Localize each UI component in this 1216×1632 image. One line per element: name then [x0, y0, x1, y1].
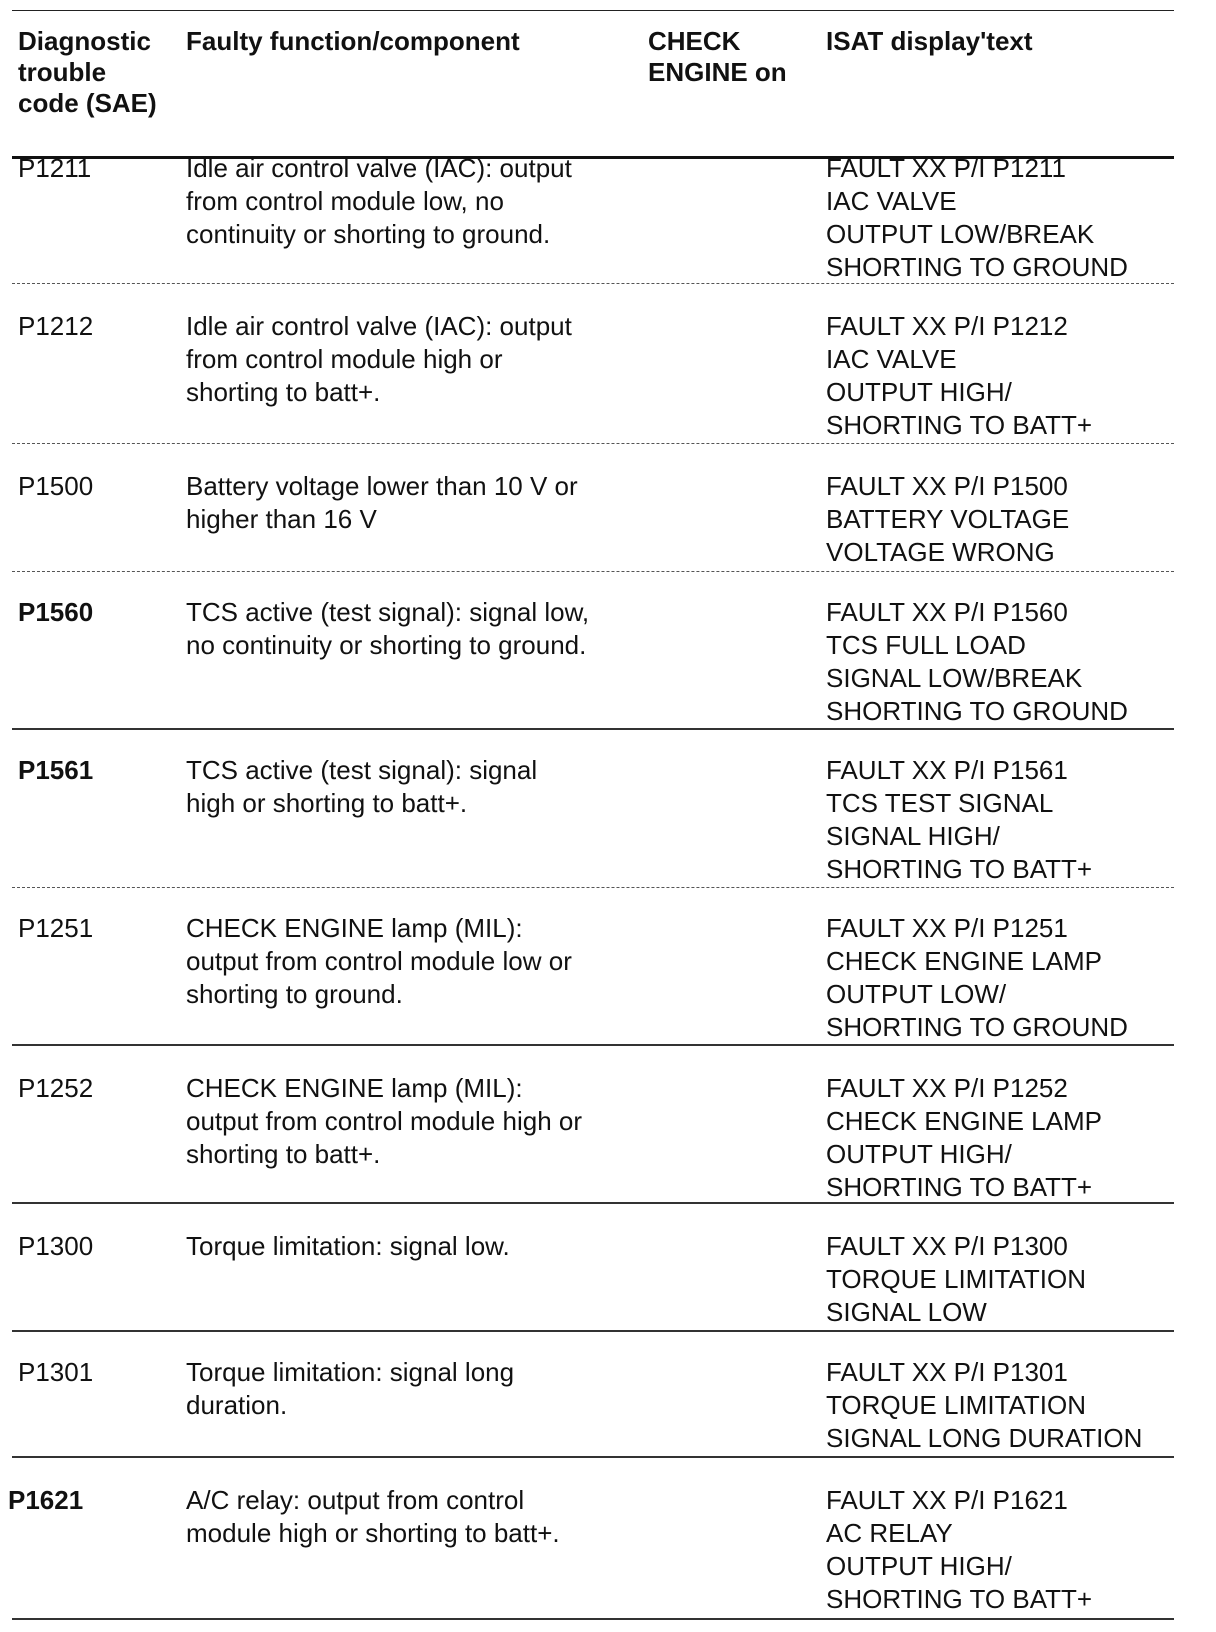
row-divider: [12, 1330, 1174, 1332]
fault-description: Idle air control valve (IAC): output from control module low, no continuity or shorting to ground.: [186, 153, 572, 249]
fault-description: Battery voltage lower than 10 V or higher than 16 V: [186, 471, 578, 534]
table-row: [0, 470, 1216, 572]
fault-description: CHECK ENGINE lamp (MIL): output from control module low or shorting to ground.: [186, 913, 572, 1009]
row-divider: [12, 887, 1174, 888]
isat-display-text: FAULT XX P/I P1251 CHECK ENGINE LAMP OUTPUT LOW/ SHORTING TO GROUND: [826, 913, 1128, 1042]
header-code: Diagnostic trouble code (SAE): [18, 26, 157, 118]
isat-display-text: FAULT XX P/I P1300 TORQUE LIMITATION SIGNAL LOW: [826, 1231, 1087, 1327]
isat-display-text: FAULT XX P/I P1621 AC RELAY OUTPUT HIGH/ SHORTING TO BATT+: [826, 1485, 1093, 1614]
fault-description: CHECK ENGINE lamp (MIL): output from control module high or shorting to batt+.: [186, 1073, 582, 1169]
row-divider: [12, 571, 1174, 572]
row-divider: [12, 1202, 1174, 1204]
table-bottom-rule: [12, 1618, 1174, 1620]
fault-description: Torque limitation: signal low.: [186, 1231, 510, 1261]
dtc-code: P1561: [18, 755, 94, 785]
table-row: [0, 1356, 1216, 1458]
row-divider: [12, 1456, 1174, 1458]
table-top-rule: [12, 10, 1174, 11]
table-row: [0, 1230, 1216, 1332]
isat-display-text: FAULT XX P/I P1211 IAC VALVE OUTPUT LOW/BREAK SHORTING TO GROUND: [826, 153, 1128, 282]
isat-display-text: FAULT XX P/I P1301 TORQUE LIMITATION SIGNAL LONG DURATION: [826, 1357, 1143, 1453]
header-fault: Faulty function/component: [186, 26, 520, 56]
table-row: [0, 310, 1216, 444]
dtc-code: P1211: [18, 153, 92, 183]
dtc-code: P1252: [18, 1073, 94, 1103]
dtc-code: P1251: [18, 913, 94, 943]
table-row: [0, 754, 1216, 888]
table-row: [0, 596, 1216, 730]
header-check-engine: CHECK ENGINE on: [648, 26, 787, 87]
fault-description: Idle air control valve (IAC): output from control module high or shorting to batt+.: [186, 311, 572, 407]
dtc-code: P1500: [18, 471, 94, 501]
dtc-code: P1300: [18, 1231, 94, 1261]
row-divider: [12, 728, 1174, 730]
table-row: [0, 1484, 1216, 1620]
row-divider: [12, 283, 1174, 284]
header-isat: ISAT display'text: [826, 26, 1033, 56]
dtc-code: P1301: [18, 1357, 94, 1387]
isat-display-text: FAULT XX P/I P1500 BATTERY VOLTAGE VOLTAGE WRONG: [826, 471, 1070, 567]
isat-display-text: FAULT XX P/I P1561 TCS TEST SIGNAL SIGNAL HIGH/ SHORTING TO BATT+: [826, 755, 1093, 884]
isat-display-text: FAULT XX P/I P1252 CHECK ENGINE LAMP OUTPUT HIGH/ SHORTING TO BATT+: [826, 1073, 1102, 1202]
dtc-code: P1212: [18, 311, 94, 341]
row-divider: [12, 443, 1174, 444]
fault-description: TCS active (test signal): signal low, no continuity or shorting to ground.: [186, 597, 590, 660]
table-row: [0, 1072, 1216, 1204]
row-divider: [12, 1044, 1174, 1046]
table-header-row: [0, 26, 1216, 154]
dtc-code: P1621: [8, 1485, 84, 1515]
fault-description: Torque limitation: signal long duration.: [186, 1357, 515, 1420]
dtc-code: P1560: [18, 597, 94, 627]
table-row: [0, 912, 1216, 1046]
fault-description: A/C relay: output from control module high or shorting to batt+.: [186, 1485, 560, 1548]
fault-description: TCS active (test signal): signal high or shorting to batt+.: [186, 755, 538, 818]
table-row: [0, 152, 1216, 284]
isat-display-text: FAULT XX P/I P1212 IAC VALVE OUTPUT HIGH/ SHORTING TO BATT+: [826, 311, 1093, 440]
isat-display-text: FAULT XX P/I P1560 TCS FULL LOAD SIGNAL LOW/BREAK SHORTING TO GROUND: [826, 597, 1128, 726]
